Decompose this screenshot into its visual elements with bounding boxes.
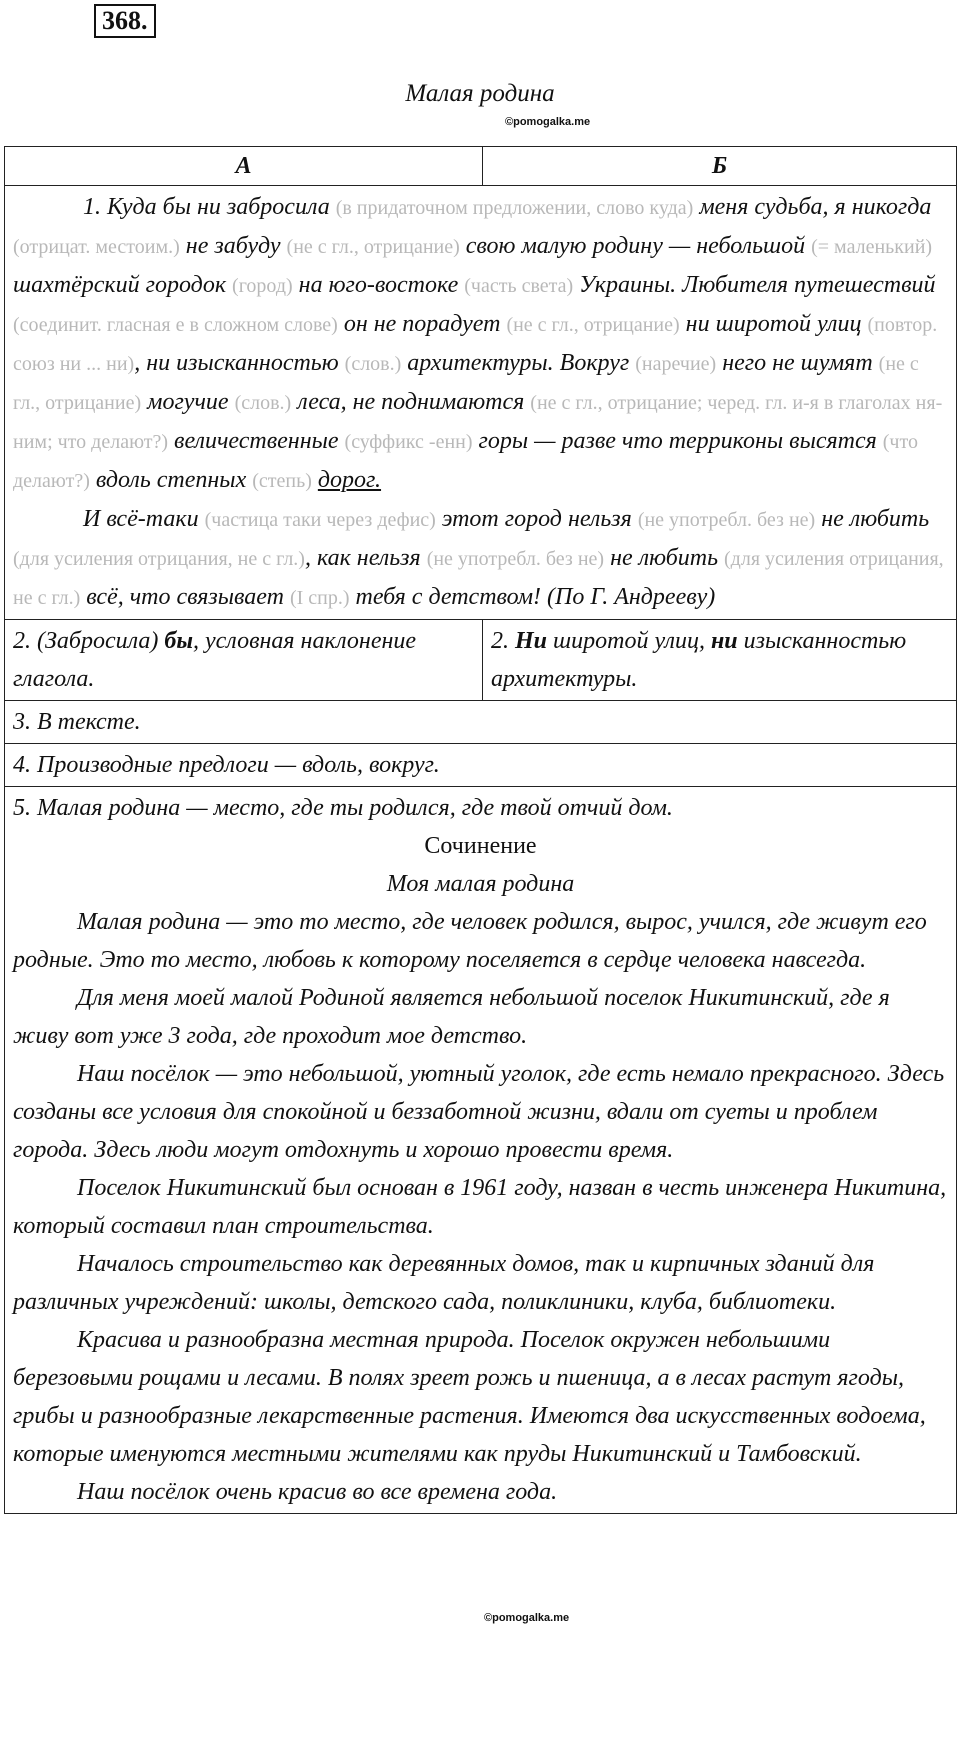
text-segment: , как нельзя bbox=[304, 545, 421, 571]
essay-text: Наш посёлок очень красив во все времена года. bbox=[77, 1479, 558, 1505]
text-segment: он не порадует bbox=[343, 311, 501, 337]
essay-paragraph bbox=[13, 1055, 948, 1169]
grammar-note: (не с гл., отрицание; черед. гл. и-я в глаголах ня-ним; что делают?) bbox=[13, 392, 943, 453]
text-segment: , ни изысканностью bbox=[134, 350, 339, 376]
grammar-note: (в придаточном предложении, слово куда) bbox=[335, 197, 694, 219]
row-4 bbox=[5, 744, 957, 787]
page-title: Малая родина bbox=[405, 80, 555, 107]
essay-text: Для меня моей малой Родиной является небольшой поселок Никитинский, где я живу вот уже 3 года, где проходит мое детство. bbox=[13, 985, 890, 1049]
grammar-note: (отрицат. местоим.) bbox=[13, 236, 180, 258]
essay-text: Началось строительство как деревянных домов, так и кирпичных зданий для различных учреждений: школы, детского сада, поликлиники, клуба, библиотеки. bbox=[13, 1251, 875, 1315]
row-1-text bbox=[5, 186, 957, 620]
row-2-cell-b bbox=[483, 620, 957, 701]
essay-paragraph bbox=[13, 979, 948, 1055]
column-header-b: Б bbox=[483, 147, 957, 186]
cell-text: , условная наклонение глагола. bbox=[13, 628, 417, 692]
grammar-note: (степь) bbox=[252, 470, 312, 492]
text-segment: вдоль степных bbox=[95, 467, 247, 493]
essay-title: Моя малая родина bbox=[386, 871, 575, 897]
text-segment: И всё-таки bbox=[83, 506, 199, 532]
watermark-top: ©pomogalka.me bbox=[505, 116, 591, 128]
cell-text: 2. (Забросила) bbox=[13, 628, 159, 654]
essay-text: Наш посёлок — это небольшой, уютный уголок, где есть немало прекрасного. Здесь созданы все условия для спокойной и беззаботной жизни, вдали от суеты и проблем города. Здесь люди могут отдохнуть и хорошо провести время. bbox=[13, 1061, 945, 1163]
answer-table bbox=[4, 146, 957, 1514]
grammar-note: (что делают?) bbox=[13, 431, 918, 492]
text-segment: горы — разве что терриконы высятся bbox=[478, 428, 877, 454]
cell-text-bold: бы bbox=[164, 628, 193, 654]
cell-text: широтой улиц, bbox=[553, 628, 705, 654]
essay-paragraph bbox=[13, 1169, 948, 1245]
grammar-note: (часть света) bbox=[464, 275, 574, 297]
text-segment: архитектуры. Вокруг bbox=[407, 350, 630, 376]
paragraph-2 bbox=[13, 500, 948, 617]
grammar-note: (= маленький) bbox=[811, 236, 933, 258]
row-2-cell-a bbox=[5, 620, 483, 701]
cell-text: 2. bbox=[491, 628, 509, 654]
row-5 bbox=[5, 787, 957, 1514]
annotated-text bbox=[5, 186, 957, 620]
text-segment: меня судьба, я никогда bbox=[699, 194, 932, 220]
row-4-cell: 4. Производные предлоги — вдоль, вокруг. bbox=[5, 744, 957, 787]
text-segment: ни широтой улиц bbox=[685, 311, 862, 337]
text-segment: не любить bbox=[821, 506, 930, 532]
cell-text-bold: ни bbox=[710, 628, 738, 654]
grammar-note: (не употребл. без не) bbox=[426, 548, 605, 570]
text-segment: дорог. bbox=[317, 467, 382, 493]
row-5-cell bbox=[5, 787, 957, 1514]
essay-paragraph bbox=[13, 1321, 948, 1473]
grammar-note: (для усиления отрицания, не с гл.) bbox=[13, 548, 305, 570]
task-number: 368. bbox=[94, 4, 156, 38]
text-segment: на юго-востоке bbox=[298, 272, 459, 298]
grammar-note: (соединит. гласная е в сложном слове) bbox=[13, 314, 338, 336]
row-2 bbox=[5, 620, 957, 701]
text-segment: тебя с детством! (По Г. Андрееву) bbox=[355, 584, 716, 610]
essay-text: Малая родина — это то место, где человек родился, вырос, учился, где живут его родные. Это то место, любовь к которому поселяется в сердце человека навсегда. bbox=[13, 909, 927, 973]
grammar-note: (не с гл., отрицание) bbox=[13, 353, 919, 414]
grammar-note: (не с гл., отрицание) bbox=[286, 236, 460, 258]
row-3 bbox=[5, 701, 957, 744]
grammar-note: (не употребл. без не) bbox=[637, 509, 816, 531]
text-segment: величественные bbox=[174, 428, 339, 454]
text-segment: этот город нельзя bbox=[441, 506, 632, 532]
essay-paragraph bbox=[13, 1473, 948, 1511]
grammar-note: (наречие) bbox=[635, 353, 717, 375]
text-segment: могучие bbox=[147, 389, 229, 415]
essay-label: Сочинение bbox=[424, 833, 537, 859]
grammar-note: (повтор. союз ни ... ни) bbox=[13, 314, 938, 375]
text-segment: не любить bbox=[610, 545, 719, 571]
essay-text: Поселок Никитинский был основан в 1961 году, назван в честь инженера Никитина, который составил план строительства. bbox=[13, 1175, 947, 1239]
grammar-note: (I спр.) bbox=[289, 587, 350, 609]
text-segment: не забуду bbox=[185, 233, 281, 259]
essay-paragraph bbox=[13, 1245, 948, 1321]
paragraph-1 bbox=[13, 188, 948, 500]
row-5-lead: 5. Малая родина — место, где ты родился, где твой отчий дом. bbox=[13, 795, 673, 821]
grammar-note: (не с гл., отрицание) bbox=[506, 314, 680, 336]
grammar-note: (слов.) bbox=[344, 353, 402, 375]
essay-text: Красива и разнообразна местная природа. Поселок окружен небольшими березовыми рощами и лесами. В полях зреет рожь и пшеница, а в лесах растут ягоды, грибы и разнообразные лекарственные растения. Имеются два искусственных водоема, которые именуются местными жителями как пруды Никитинский и Тамбовский. bbox=[13, 1327, 926, 1467]
text-segment: всё, что связывает bbox=[86, 584, 284, 610]
table-header-row bbox=[5, 147, 957, 186]
watermark-bottom: ©pomogalka.me bbox=[484, 1612, 570, 1624]
grammar-note: (город) bbox=[232, 275, 293, 297]
text-segment: 1. Куда бы ни забросила bbox=[83, 194, 330, 220]
grammar-note: (слов.) bbox=[234, 392, 292, 414]
grammar-note: (частица таки через дефис) bbox=[204, 509, 436, 531]
column-header-a: А bbox=[5, 147, 483, 186]
cell-text-bold: Ни bbox=[515, 628, 548, 654]
essay-paragraph bbox=[13, 903, 948, 979]
text-segment: леса, не поднимаются bbox=[297, 389, 525, 415]
text-segment: него не шумят bbox=[722, 350, 873, 376]
cell-text: изысканностью архитектуры. bbox=[491, 628, 907, 692]
text-segment: шахтёрский городок bbox=[13, 272, 227, 298]
row-3-cell: 3. В тексте. bbox=[5, 701, 957, 744]
grammar-note: (суффикс -енн) bbox=[344, 431, 473, 453]
text-segment: свою малую родину — небольшой bbox=[465, 233, 806, 259]
text-segment: Украины. Любителя путешествий bbox=[579, 272, 936, 298]
grammar-note: (для усиления отрицания, не с гл.) bbox=[13, 548, 944, 609]
